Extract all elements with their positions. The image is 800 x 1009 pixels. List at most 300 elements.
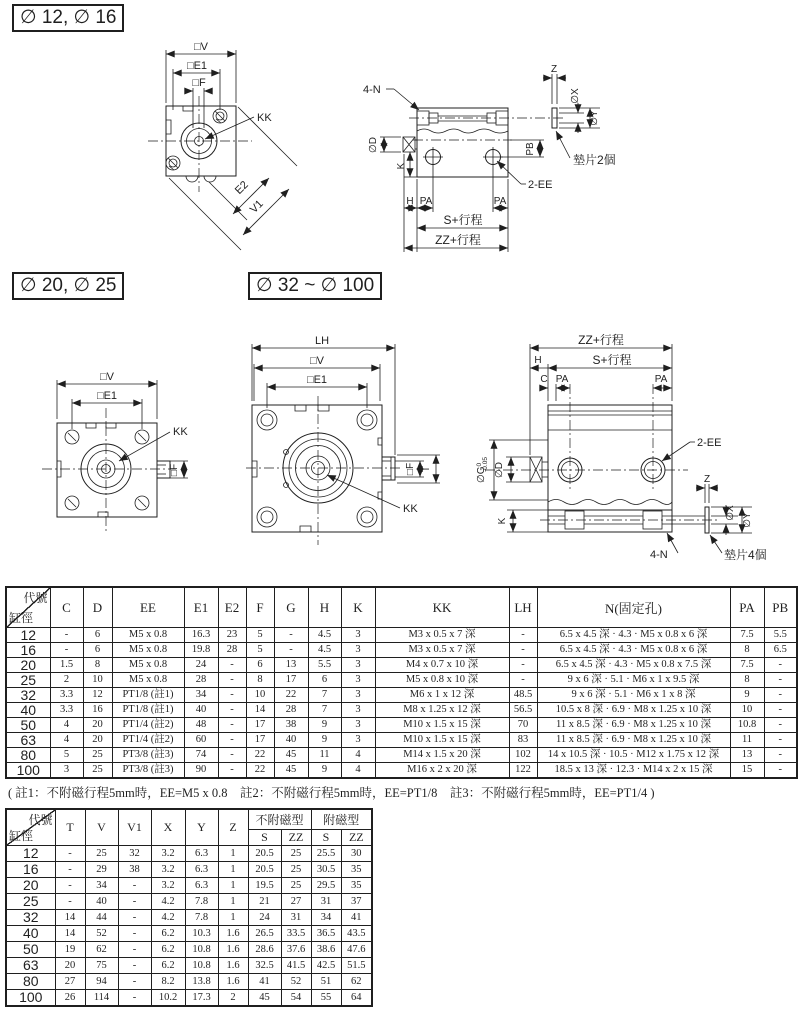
dim-value-cell: 44: [85, 910, 118, 926]
dim-value-cell: PT3/8 (註3): [112, 763, 184, 779]
dim-value-cell: 35: [341, 878, 372, 894]
col-header-z: Z: [218, 809, 248, 846]
dim-value-cell: 75: [85, 958, 118, 974]
dim-value-cell: -: [218, 703, 246, 718]
dim-value-cell: PT3/8 (註3): [112, 748, 184, 763]
table2-row: [6, 910, 372, 926]
dim-value-cell: 34: [184, 688, 218, 703]
dim-value-cell: 17: [246, 733, 274, 748]
dim-value-cell: 10.5 x 8 深 · 6.9 · M8 x 1.25 x 10 深: [537, 703, 730, 718]
sub-header-s: S: [248, 830, 281, 846]
dim-value-cell: 4.2: [151, 894, 185, 910]
mount-hole-icon: [166, 156, 180, 170]
bore-label: 80: [6, 974, 55, 990]
dim-value-cell: 27: [55, 974, 85, 990]
dim-label-pa: PA: [493, 196, 507, 207]
dim-value-cell: 8: [246, 673, 274, 688]
table1-row: [6, 688, 797, 703]
dim-value-cell: 7: [308, 688, 341, 703]
dim-value-cell: 14: [246, 703, 274, 718]
dim-value-cell: 40: [85, 894, 118, 910]
corner-top-label: 代號: [23, 591, 48, 605]
dim-value-cell: M5 x 0.8: [112, 643, 184, 658]
dim-label-f: □F: [405, 462, 416, 476]
col-header-k: K: [341, 587, 375, 628]
col-header-x: X: [151, 809, 185, 846]
col-header-d: D: [83, 587, 112, 628]
dim-value-cell: 52: [85, 926, 118, 942]
dim-value-cell: 31: [311, 894, 341, 910]
dim-value-cell: 1: [218, 862, 248, 878]
dim-value-cell: -: [218, 673, 246, 688]
mount-hole-icon: [357, 507, 377, 527]
dim-value-cell: 17: [246, 718, 274, 733]
dim-value-cell: 4: [50, 733, 83, 748]
g-label: ∅G: [476, 466, 487, 483]
dim-label-e1: □E1: [306, 374, 328, 386]
size-label-32-100: ∅ 32 ~ ∅ 100: [248, 272, 382, 300]
dim-value-cell: 10: [246, 688, 274, 703]
dim-value-cell: M8 x 1.25 x 12 深: [375, 703, 509, 718]
front-view-12-16-diagram: [120, 30, 315, 260]
mount-hole-icon: [357, 410, 377, 430]
table2-row: [6, 846, 372, 862]
col-header-pa: PA: [730, 587, 764, 628]
dim-label-x: ∅X: [570, 88, 581, 104]
dim-value-cell: 6.5 x 4.5 深 · 4.3 · M5 x 0.8 x 6 深: [537, 643, 730, 658]
dim-value-cell: 34: [85, 878, 118, 894]
dim-value-cell: 114: [85, 990, 118, 1007]
dim-value-cell: 25.5: [311, 846, 341, 862]
dim-value-cell: -: [764, 703, 797, 718]
dim-value-cell: 30: [341, 846, 372, 862]
dim-value-cell: 7.5: [730, 658, 764, 673]
bore-label: 100: [6, 763, 50, 779]
dim-value-cell: -: [218, 748, 246, 763]
mount-hole-icon: [65, 496, 79, 510]
dim-value-cell: 7: [308, 703, 341, 718]
dim-value-cell: 14: [55, 910, 85, 926]
dim-value-cell: 64: [341, 990, 372, 1007]
col-header-lh: LH: [509, 587, 537, 628]
col-header-e1: E1: [184, 587, 218, 628]
front-view-20-25-diagram: [25, 355, 240, 575]
size-label-20-25: ∅ 20, ∅ 25: [12, 272, 124, 300]
col-header-pb: PB: [764, 587, 797, 628]
dim-value-cell: 51: [311, 974, 341, 990]
dim-value-cell: M5 x 0.8: [112, 658, 184, 673]
dim-value-cell: 5: [246, 643, 274, 658]
dim-label-z: Z: [550, 64, 558, 75]
dim-value-cell: 4: [341, 763, 375, 779]
dimension-lines: [166, 50, 297, 250]
dim-label-lh: LH: [314, 335, 330, 347]
dim-value-cell: M10 x 1.5 x 15 深: [375, 718, 509, 733]
dim-value-cell: -: [50, 643, 83, 658]
sub-header-s: S: [311, 830, 341, 846]
bore-label: 50: [6, 942, 55, 958]
dim-value-cell: 16.3: [184, 628, 218, 643]
dim-value-cell: -: [764, 688, 797, 703]
dim-value-cell: 29.5: [311, 878, 341, 894]
cylinder-body-outline: [403, 108, 566, 177]
corner-top-label: 代號: [28, 813, 53, 827]
table1-row: [6, 703, 797, 718]
dim-value-cell: 52: [281, 974, 311, 990]
bore-label: 32: [6, 910, 55, 926]
dim-value-cell: 5.5: [764, 628, 797, 643]
col-header-kk: KK: [375, 587, 509, 628]
dim-value-cell: 6.2: [151, 958, 185, 974]
dim-value-cell: 1.6: [218, 926, 248, 942]
dim-value-cell: 60: [184, 733, 218, 748]
sub-header-zz: ZZ: [281, 830, 311, 846]
dim-value-cell: 24: [184, 658, 218, 673]
table1-row: [6, 718, 797, 733]
dim-value-cell: 55: [311, 990, 341, 1007]
dim-value-cell: M6 x 1 x 12 深: [375, 688, 509, 703]
dim-value-cell: 7.5: [730, 628, 764, 643]
dim-value-cell: 62: [85, 942, 118, 958]
dim-value-cell: 8: [83, 658, 112, 673]
cylinder-body-outline: [148, 96, 252, 192]
dim-value-cell: 22: [246, 748, 274, 763]
dim-value-cell: 51.5: [341, 958, 372, 974]
dim-label-kk: KK: [403, 503, 418, 515]
table1-row: [6, 658, 797, 673]
dimension-lines: [57, 380, 188, 478]
dim-label-d: ∅D: [368, 137, 379, 153]
dim-value-cell: 43.5: [341, 926, 372, 942]
dim-label-x: ∅X: [725, 505, 736, 521]
dim-value-cell: 40: [184, 703, 218, 718]
dim-value-cell: M14 x 1.5 x 20 深: [375, 748, 509, 763]
dim-value-cell: -: [509, 628, 537, 643]
dim-value-cell: 13: [274, 658, 308, 673]
dim-value-cell: 1: [218, 878, 248, 894]
col-header-c: C: [50, 587, 83, 628]
dim-value-cell: 20: [55, 958, 85, 974]
group-header-magnet: 附磁型: [311, 809, 372, 830]
gasket-label: 墊片2個: [573, 153, 616, 167]
dim-value-cell: 22: [246, 763, 274, 779]
dim-value-cell: -: [274, 628, 308, 643]
table2-row: [6, 942, 372, 958]
dim-value-cell: 41: [341, 910, 372, 926]
table1-row: [6, 643, 797, 658]
dim-value-cell: 11: [730, 733, 764, 748]
table1-row: [6, 748, 797, 763]
dim-value-cell: 32.5: [248, 958, 281, 974]
dim-value-cell: 3: [341, 643, 375, 658]
dim-label-v: □V: [310, 355, 324, 367]
side-view-12-16-diagram: [355, 55, 645, 270]
col-header-g: G: [274, 587, 308, 628]
dim-value-cell: 13: [730, 748, 764, 763]
dim-value-cell: M4 x 0.7 x 10 深: [375, 658, 509, 673]
dim-value-cell: 36.5: [311, 926, 341, 942]
dim-value-cell: -: [118, 878, 151, 894]
dim-value-cell: 10: [83, 673, 112, 688]
corner-cell: [6, 587, 50, 628]
bore-label: 50: [6, 718, 50, 733]
dim-label-2ee: 2-EE: [528, 179, 553, 191]
dim-label-g: [476, 457, 489, 483]
table2-row: [6, 926, 372, 942]
dim-value-cell: PT1/4 (註2): [112, 718, 184, 733]
rod-stub: [382, 457, 395, 480]
dim-value-cell: 48.5: [509, 688, 537, 703]
dim-value-cell: 4.2: [151, 910, 185, 926]
dim-value-cell: 3: [341, 688, 375, 703]
dimension-lines: [252, 344, 440, 508]
dim-value-cell: 25: [83, 763, 112, 779]
dim-value-cell: 4: [50, 718, 83, 733]
dim-value-cell: 54: [281, 990, 311, 1007]
dim-value-cell: 6.3: [185, 878, 218, 894]
dim-value-cell: 122: [509, 763, 537, 779]
dim-value-cell: -: [218, 688, 246, 703]
dim-label-e1: □E1: [96, 390, 118, 402]
dim-value-cell: 16: [83, 703, 112, 718]
dim-value-cell: 41: [248, 974, 281, 990]
dim-value-cell: PT1/4 (註2): [112, 733, 184, 748]
dim-value-cell: 45: [248, 990, 281, 1007]
dim-value-cell: -: [118, 910, 151, 926]
mount-hole-icon: [135, 430, 149, 444]
dim-value-cell: 1.6: [218, 974, 248, 990]
bore-label: 100: [6, 990, 55, 1007]
dim-value-cell: -: [509, 673, 537, 688]
dim-value-cell: 25: [281, 878, 311, 894]
dim-value-cell: 33.5: [281, 926, 311, 942]
dim-value-cell: M5 x 0.8: [112, 673, 184, 688]
dim-label-y: ∅Y: [742, 512, 753, 528]
dim-value-cell: -: [55, 878, 85, 894]
dim-value-cell: -: [118, 926, 151, 942]
dim-value-cell: 15: [730, 763, 764, 779]
dim-value-cell: 62: [341, 974, 372, 990]
dim-value-cell: 4: [341, 748, 375, 763]
dim-value-cell: 3: [341, 673, 375, 688]
dim-label-zz-stroke: ZZ+行程: [578, 333, 624, 347]
dim-value-cell: -: [118, 990, 151, 1007]
dim-value-cell: 17: [274, 673, 308, 688]
dim-value-cell: 38.6: [311, 942, 341, 958]
col-header-f: F: [246, 587, 274, 628]
col-header-v1: V1: [118, 809, 151, 846]
dim-value-cell: 90: [184, 763, 218, 779]
size-label-12-16: ∅ 12, ∅ 16: [12, 4, 124, 32]
col-header-t: T: [55, 809, 85, 846]
dim-value-cell: 29: [85, 862, 118, 878]
bore-label: 32: [6, 688, 50, 703]
table2-row: [6, 894, 372, 910]
dim-value-cell: 74: [184, 748, 218, 763]
dim-value-cell: 6.5 x 4.5 深 · 4.3 · M5 x 0.8 x 7.5 深: [537, 658, 730, 673]
dim-label-zz-stroke: ZZ+行程: [435, 233, 481, 247]
dim-value-cell: -: [764, 733, 797, 748]
dim-value-cell: -: [509, 658, 537, 673]
dim-value-cell: -: [55, 894, 85, 910]
dim-value-cell: 8: [730, 643, 764, 658]
dim-value-cell: 6.3: [185, 862, 218, 878]
dimensions-table-2: [5, 808, 373, 1007]
group-header-non-magnet: 不附磁型: [248, 809, 311, 830]
dim-value-cell: 34: [311, 910, 341, 926]
bore-label: 40: [6, 703, 50, 718]
dim-value-cell: 6: [83, 628, 112, 643]
dim-label-k: K: [396, 162, 407, 170]
cylinder-body-outline: [485, 405, 720, 533]
dim-value-cell: 45: [274, 748, 308, 763]
dim-value-cell: 10.2: [151, 990, 185, 1007]
dim-value-cell: 3.3: [50, 703, 83, 718]
dimension-lines: [380, 74, 600, 252]
mount-hole-icon: [257, 410, 277, 430]
dim-label-c: C: [540, 374, 548, 385]
dim-value-cell: 1.6: [218, 958, 248, 974]
dim-value-cell: 11: [308, 748, 341, 763]
col-header-y: Y: [185, 809, 218, 846]
rod-end-icon: [530, 457, 548, 482]
g-tolerance-upper: 0: [476, 462, 483, 467]
dim-value-cell: 37: [341, 894, 372, 910]
dim-value-cell: 1.6: [218, 942, 248, 958]
dim-value-cell: 6.2: [151, 926, 185, 942]
dim-value-cell: 4.5: [308, 643, 341, 658]
dim-value-cell: 23: [218, 628, 246, 643]
dim-value-cell: M3 x 0.5 x 7 深: [375, 643, 509, 658]
dim-value-cell: M5 x 0.8 x 10 深: [375, 673, 509, 688]
dim-label-2ee: 2-EE: [697, 437, 722, 449]
dim-value-cell: 9: [730, 688, 764, 703]
dim-label-e2: E2: [232, 178, 251, 197]
dim-value-cell: 11 x 8.5 深 · 6.9 · M8 x 1.25 x 10 深: [537, 733, 730, 748]
dim-value-cell: 10.8: [185, 942, 218, 958]
dim-value-cell: -: [509, 643, 537, 658]
dim-value-cell: 18.5 x 13 深 · 12.3 · M14 x 2 x 15 深: [537, 763, 730, 779]
dim-label-h: H: [406, 196, 414, 207]
dim-label-s-stroke: S+行程: [592, 353, 632, 367]
table2-row: [6, 974, 372, 990]
bore-label: 63: [6, 958, 55, 974]
table1-row: [6, 733, 797, 748]
dimensions-table-1: [5, 586, 798, 779]
mount-hole-icon: [65, 430, 79, 444]
corner-bottom-label: 缸徑: [9, 829, 34, 843]
dim-value-cell: 26: [55, 990, 85, 1007]
dim-value-cell: 32: [118, 846, 151, 862]
dim-value-cell: 22: [274, 688, 308, 703]
dim-value-cell: 3.2: [151, 862, 185, 878]
dim-label-pa: PA: [654, 374, 668, 385]
dim-value-cell: 102: [509, 748, 537, 763]
dim-value-cell: 3: [50, 763, 83, 779]
table2-row: [6, 862, 372, 878]
dim-value-cell: 1: [218, 894, 248, 910]
dim-label-4n: 4-N: [363, 84, 381, 96]
dim-value-cell: -: [50, 628, 83, 643]
dim-value-cell: 28: [274, 703, 308, 718]
dim-value-cell: 25: [281, 862, 311, 878]
corner-cell: [6, 809, 55, 846]
dim-value-cell: 17.3: [185, 990, 218, 1007]
dim-value-cell: 10.8: [185, 958, 218, 974]
dim-value-cell: 20: [83, 718, 112, 733]
dim-value-cell: 12: [83, 688, 112, 703]
bore-label: 20: [6, 878, 55, 894]
bore-label: 25: [6, 894, 55, 910]
cylinder-body-outline: [42, 408, 176, 532]
dim-value-cell: 10: [730, 703, 764, 718]
dim-value-cell: -: [764, 748, 797, 763]
dim-value-cell: 9 x 6 深 · 5.1 · M6 x 1 x 9.5 深: [537, 673, 730, 688]
g-tolerance-lower: -0.05: [482, 457, 489, 472]
dim-value-cell: 20.5: [248, 846, 281, 862]
dim-label-kk: KK: [257, 112, 272, 124]
dim-value-cell: 25: [281, 846, 311, 862]
table-footnote: ( 註1：不附磁行程5mm時，EE=M5 x 0.8 註2：不附磁行程5mm時，EE=PT1/8 註3：不附磁行程5mm時，EE=PT1/4 ): [8, 786, 655, 800]
dim-value-cell: M5 x 0.8: [112, 628, 184, 643]
dim-value-cell: 38: [118, 862, 151, 878]
dim-value-cell: 3.3: [50, 688, 83, 703]
table2-row: [6, 958, 372, 974]
dim-value-cell: 47.6: [341, 942, 372, 958]
dim-label-v: □V: [100, 371, 114, 383]
dim-label-pa: PA: [555, 374, 569, 385]
dim-value-cell: -: [764, 763, 797, 779]
dim-value-cell: 8.2: [151, 974, 185, 990]
dim-value-cell: 10.8: [730, 718, 764, 733]
dim-label-h: H: [534, 355, 542, 366]
table1-row: [6, 763, 797, 779]
dim-value-cell: 6.5 x 4.5 深 · 4.3 · M5 x 0.8 x 6 深: [537, 628, 730, 643]
dim-value-cell: 45: [274, 763, 308, 779]
dim-value-cell: 41.5: [281, 958, 311, 974]
dim-value-cell: 3: [341, 703, 375, 718]
dim-value-cell: 83: [509, 733, 537, 748]
dim-value-cell: 2: [50, 673, 83, 688]
rod-end-icon: [403, 137, 417, 152]
table1-row: [6, 628, 797, 643]
bore-label: 16: [6, 862, 55, 878]
dim-value-cell: 9: [308, 718, 341, 733]
dim-value-cell: -: [764, 718, 797, 733]
dim-value-cell: 5.5: [308, 658, 341, 673]
dim-value-cell: 3: [341, 718, 375, 733]
dim-label-y: ∅Y: [589, 110, 600, 126]
dim-value-cell: -: [55, 862, 85, 878]
mount-hole-icon: [213, 109, 227, 123]
dim-value-cell: 9: [308, 763, 341, 779]
dim-label-s-stroke: S+行程: [443, 213, 483, 227]
dim-value-cell: 5: [50, 748, 83, 763]
dim-value-cell: 9: [308, 733, 341, 748]
dim-value-cell: 35: [341, 862, 372, 878]
dim-label-v1: V1: [247, 197, 266, 216]
table1-header-row: [6, 587, 797, 628]
dim-label-e1: □E1: [186, 60, 208, 72]
dim-value-cell: 3: [341, 658, 375, 673]
dim-value-cell: -: [55, 846, 85, 862]
dim-label-f: □F: [192, 77, 206, 89]
dim-label-kk: KK: [173, 426, 188, 438]
dim-value-cell: 19.5: [248, 878, 281, 894]
dim-value-cell: 25: [83, 748, 112, 763]
dim-value-cell: 40: [274, 733, 308, 748]
sub-header-zz: ZZ: [341, 830, 372, 846]
